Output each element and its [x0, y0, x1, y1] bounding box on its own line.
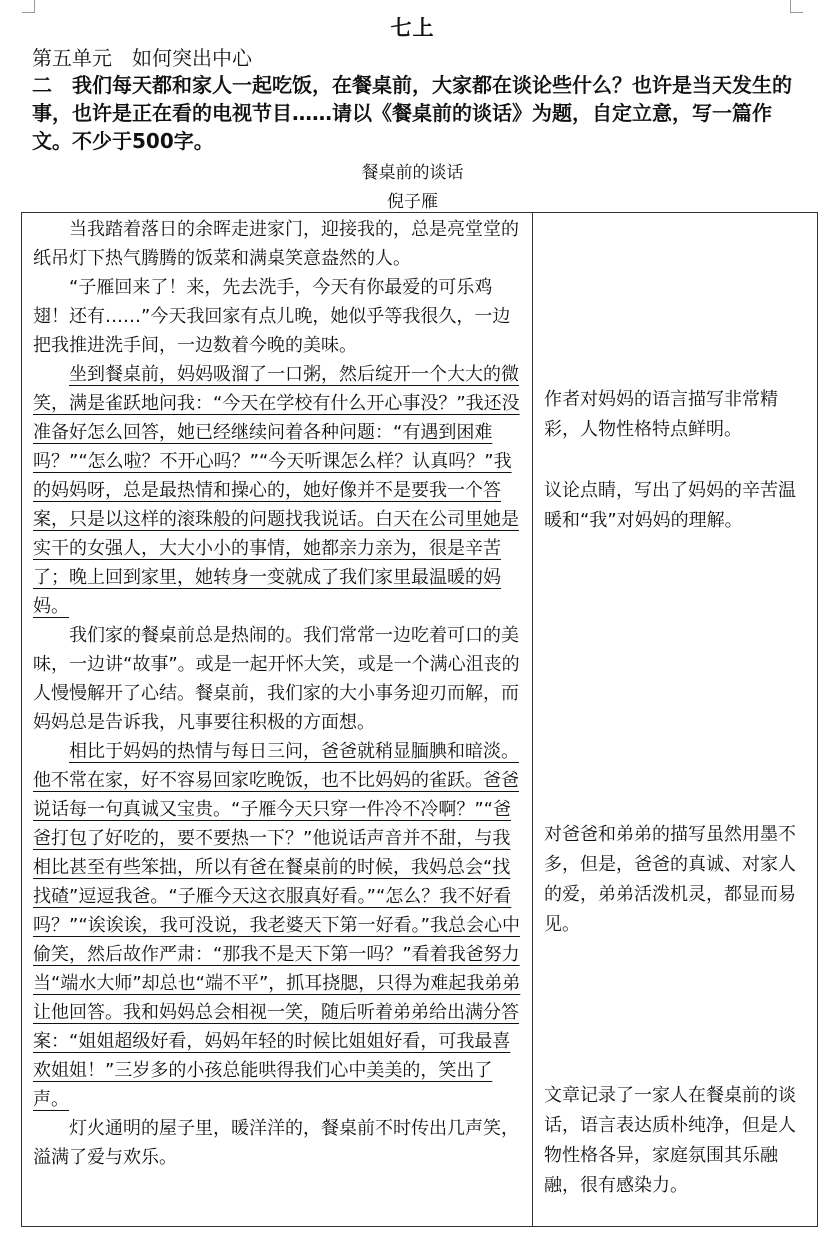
comment-father-brother: 对爸爸和弟弟的描写虽然用墨不多，但是，爸爸的真诚、对家人的爱，弟弟活泼机灵，都显而易见。: [544, 824, 796, 935]
grade-heading: 七上: [390, 16, 435, 40]
essay-paragraph-underlined: 相比于妈妈的热情与每日三问，爸爸就稍显腼腆和暗淡。他不常在家，好不容易回家吃晚饭，也不比妈妈的雀跃。爸爸说话每一句真诚又宝贵。“子雁今天只穿一件冷不冷啊？”“爸爸打包了好吃的，要不要热一下？”他说话声音并不甜，与我相比甚至有些笨拙，所以有爸在餐桌前的时候，我妈总会“找找碴”逗逗我爸。“子雁今天这衣服真好看。”“怎么？我不好看吗？”“诶诶诶，我可没说，我老婆天下第一好看。”我总会心中偷笑，然后故作严肃：“那我不是天下第一吗？”看着我爸努力当“端水大师”却总也“端不平”，抓耳挠腮，只得为难起我弟弟让他回答。我和妈妈总会相视一笑，随后听着弟弟给出满分答案：“姐姐超级好看，妈妈年轻的时候比姐姐好看，可我最喜欢姐姐！”三岁多的小孩总能哄得我们心中美美的，笑出了声。: [33, 741, 521, 1110]
essay-paragraph-underlined: 坐到餐桌前，妈妈吸溜了一口粥，然后绽开一个大大的微笑，满是雀跃地问我：“今天在学校有什么开心事没？”我还没准备好怎么回答，她已经继续问着各种问题：“有遇到困难吗？”“怎么啦？不开心吗？”“今天听课怎么样？认真吗？”我的妈妈呀，总是最热情和操心的，她好像并不是要我一个答案，只是以这样的滚珠般的问题找我说话。白天在公司里她是实干的女强人，大大小小的事情，她都亲力亲为，很是辛苦了；晚上回到家里，她转身一变就成了我们家里最温暖的妈妈。: [33, 364, 520, 617]
column-divider: [532, 213, 533, 1226]
essay-author: 倪子雁: [387, 192, 438, 212]
essay-body: [33, 215, 527, 1172]
essay-table: [21, 212, 818, 1227]
comment-summary: 文章记录了一家人在餐桌前的谈话，语言表达质朴纯净，但是人物性格各异，家庭氛围其乐融融，很有感染力。: [544, 1085, 796, 1196]
writing-prompt: 二 我们每天都和家人一起吃饭，在餐桌前，大家都在谈论些什么？也许是当天发生的事，也许是正在看的电视节目……请以《餐桌前的谈话》为题，自定立意，写一篇作文。不少于500字。: [32, 73, 792, 153]
essay-paragraph: 灯火通明的屋子里，暖洋洋的，餐桌前不时传出几声笑，溢满了爱与欢乐。: [33, 1118, 519, 1168]
essay-paragraph: 当我踏着落日的余晖走进家门，迎接我的，总是亮堂堂的纸吊灯下热气腾腾的饭菜和满桌笑意盎然的人。: [33, 219, 519, 269]
essay-paragraph: “子雁回来了！来，先去洗手，今天有你最爱的可乐鸡翅！还有……”今天我回家有点儿晚，她似乎等我很久，一边把我推进洗手间，一边数着今晚的美味。: [33, 277, 511, 356]
essay-title: 餐桌前的谈话: [361, 163, 464, 183]
essay-paragraph: 我们家的餐桌前总是热闹的。我们常常一边吃着可口的美味，一边讲“故事”。或是一起开怀大笑，或是一个满心沮丧的人慢慢解开了心结。餐桌前，我们家的大小事务迎刃而解，而妈妈总是告诉我，凡事要往积极的方面想。: [33, 625, 520, 733]
comment-commentary: 议论点睛，写出了妈妈的辛苦温暖和“我”对妈妈的理解。: [544, 480, 796, 531]
unit-heading: 第五单元 如何突出中心: [32, 46, 252, 70]
comment-mother-language: 作者对妈妈的语言描写非常精彩，人物性格特点鲜明。: [544, 389, 778, 440]
